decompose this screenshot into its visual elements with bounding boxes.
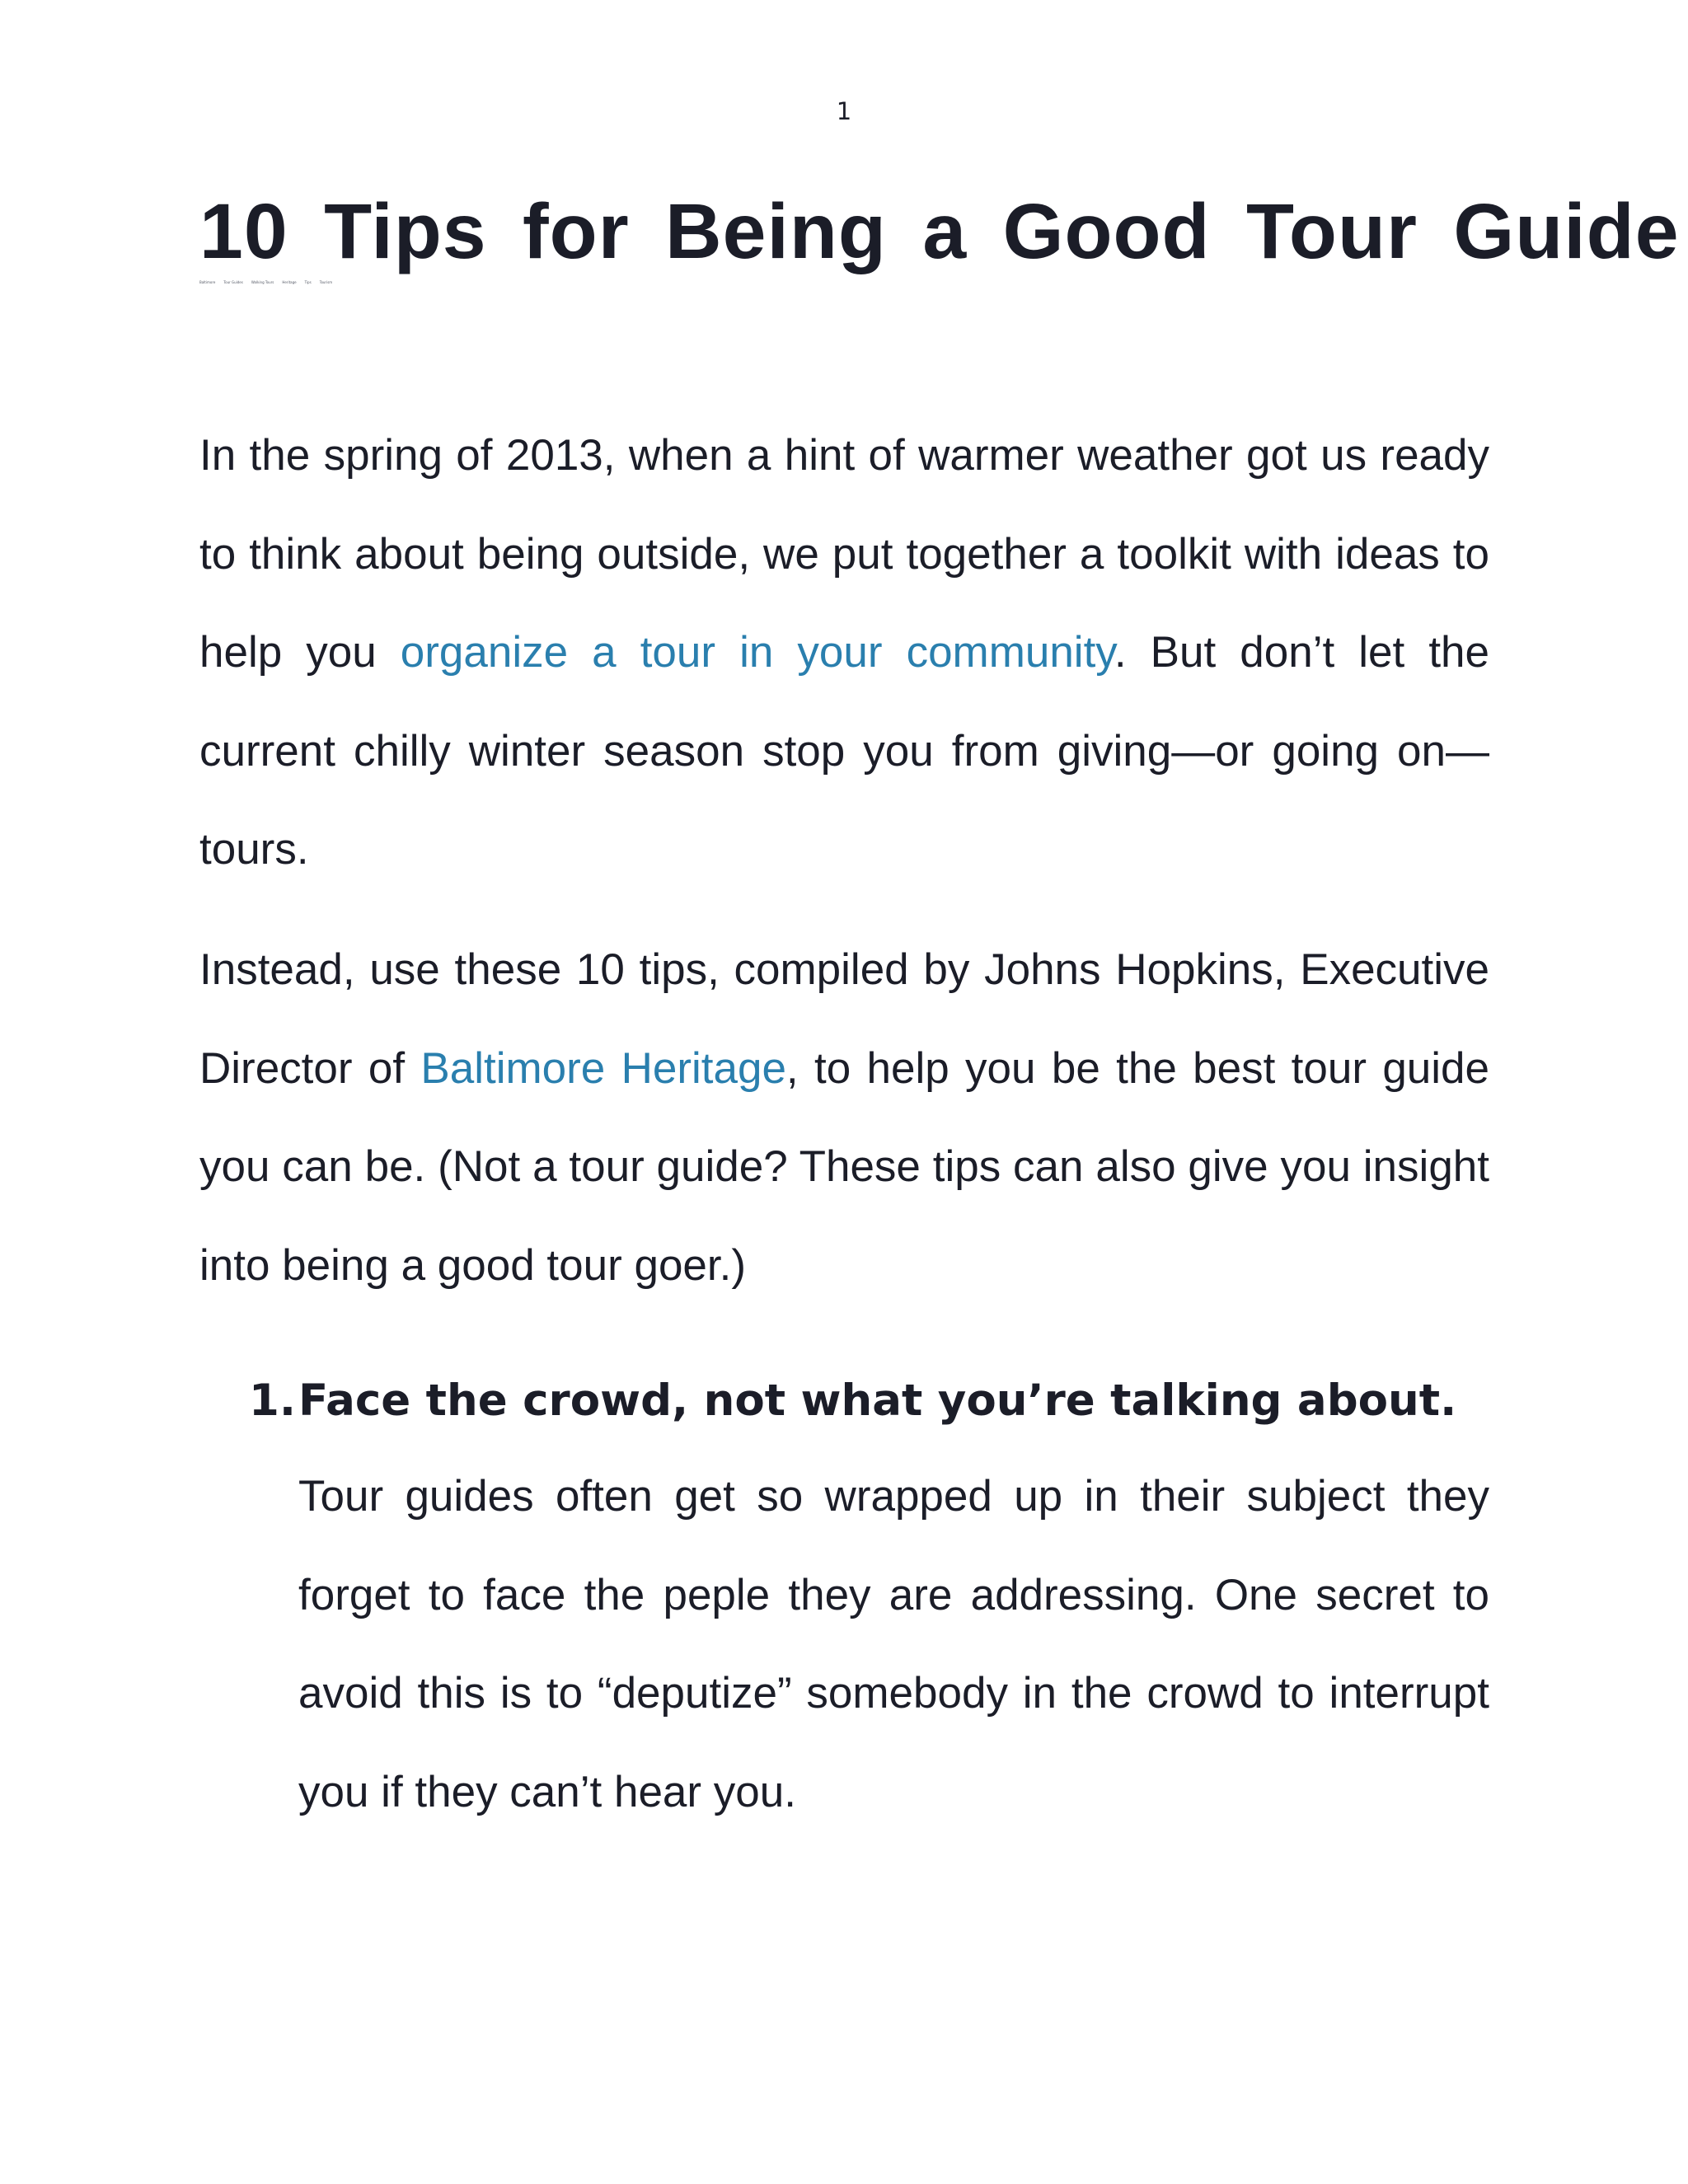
- tag-strip: [199, 279, 381, 285]
- organize-tour-link[interactable]: organize a tour in your community: [400, 628, 1114, 677]
- tag-item[interactable]: Heritage: [282, 279, 297, 284]
- article-title: 10 Tips for Being a Good Tour Guide: [199, 188, 1680, 275]
- paragraph-text: . But don’t let the current chilly winter season stop you from giving—or going on—tours.: [199, 628, 1489, 874]
- second-paragraph: [199, 921, 1489, 1315]
- intro-paragraph: [199, 406, 1489, 899]
- tip-body: Tour guides often get so wrapped up in their subject they forget to face the peple they are addressing. One secret to avoid this is to “deputize” somebody in the crowd to interrupt you if they can’t hear you.: [298, 1472, 1489, 1816]
- tag-item[interactable]: Baltimore: [199, 279, 216, 284]
- tip-number: 1.: [249, 1376, 297, 1426]
- page-number: 1: [836, 97, 852, 125]
- tag-item[interactable]: Tips: [304, 279, 312, 284]
- paragraph-text: In the spring of 2013, when a hint of warmer weather got us ready to think about being outside, we put together a toolkit with ideas to help you: [199, 431, 1489, 677]
- paragraph-text: , to help you be the best tour guide you can be. (Not a tour guide? These tips can also give you insight into being a good tour goer.): [199, 1043, 1489, 1290]
- tag-item[interactable]: Tourism: [319, 279, 333, 284]
- tag-item[interactable]: Walking Tours: [251, 279, 274, 284]
- tip-heading: [249, 1368, 1518, 1434]
- tag-item[interactable]: Tour Guides: [223, 279, 243, 284]
- paragraph-text: Instead, use these 10 tips, compiled by Johns Hopkins, Executive Director of: [199, 945, 1489, 1093]
- baltimore-heritage-link[interactable]: Baltimore Heritage: [420, 1043, 786, 1093]
- tip-heading-text: Face the crowd, not what you’re talking about.: [298, 1376, 1457, 1426]
